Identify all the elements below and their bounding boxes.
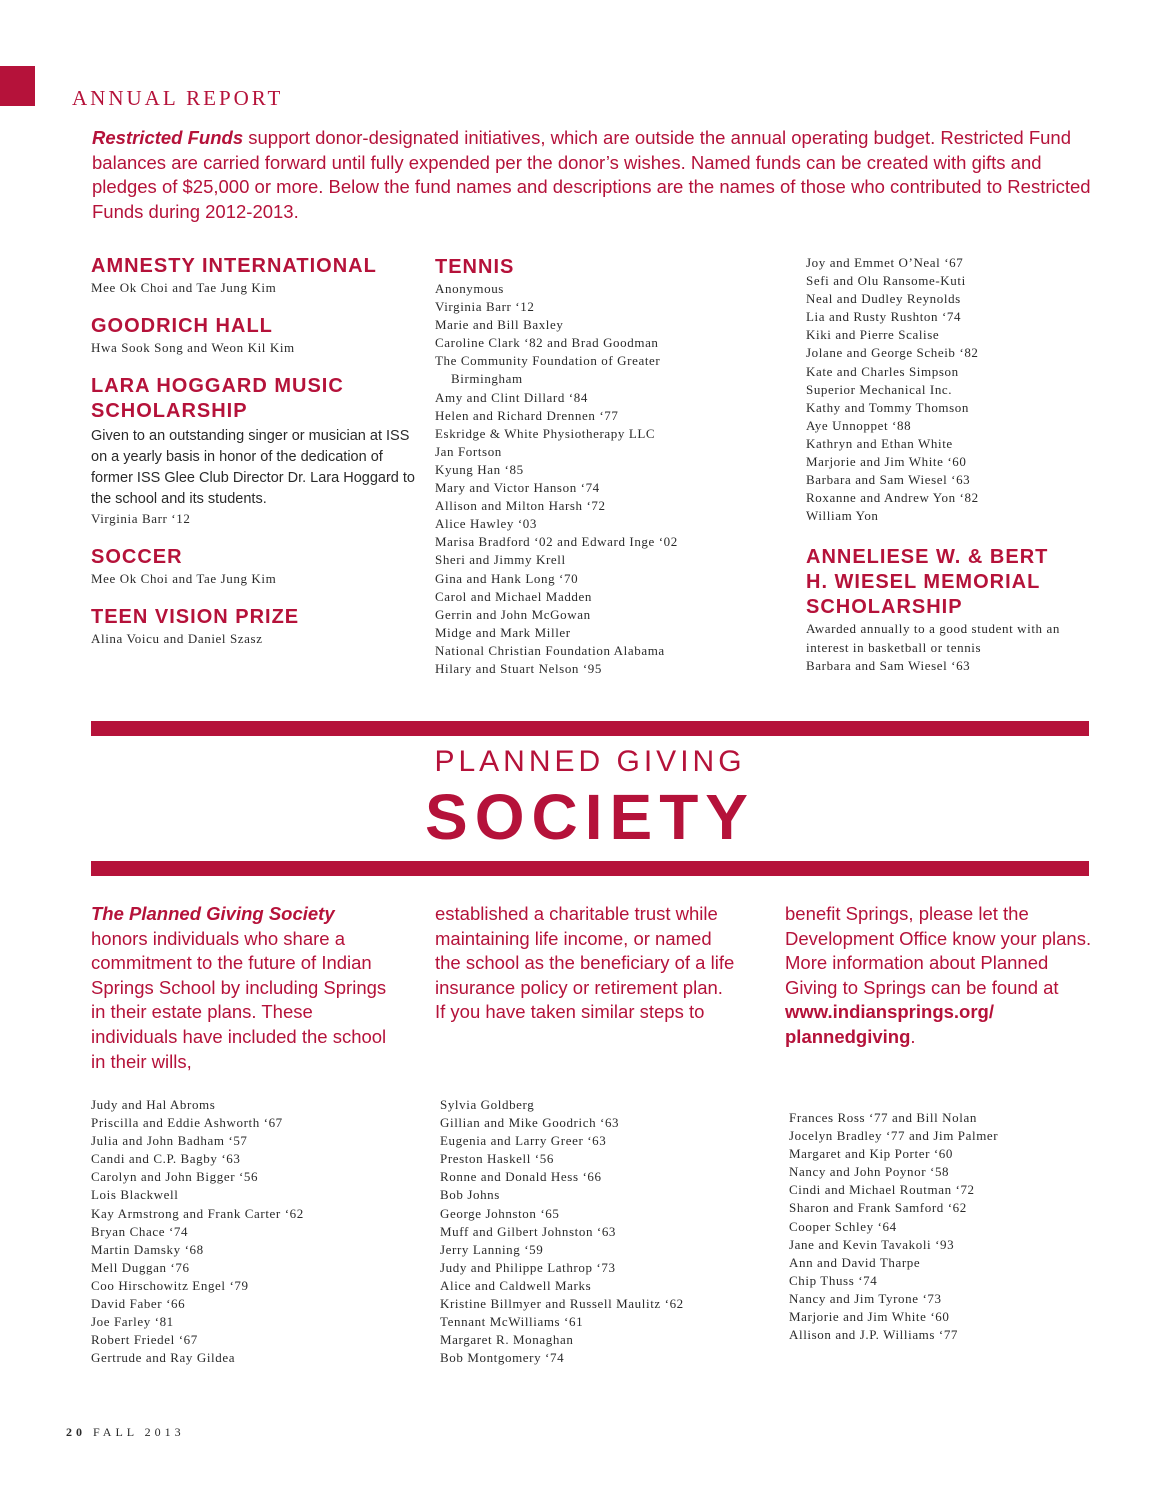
member-name: Nancy and Jim Tyrone ‘73	[789, 1290, 942, 1306]
fund-title	[806, 545, 1106, 620]
member-name: Cindi and Michael Routman ‘72	[789, 1182, 975, 1198]
fund-title: SOCCER	[91, 546, 183, 569]
member-name: Priscilla and Eddie Ashworth ‘67	[91, 1115, 283, 1131]
tennis-donor-list-continued	[806, 254, 1106, 525]
planned-giving-members-col3	[789, 1109, 1109, 1344]
member-name: Gertrude and Ray Gildea	[91, 1350, 236, 1366]
donor-name: Barbara and Sam Wiesel ‘63	[806, 657, 971, 673]
fund-title	[91, 374, 421, 424]
donor-name: Gerrin and John McGowan	[435, 606, 591, 622]
planned-giving-lead: The Planned Giving Society	[91, 903, 335, 924]
intro-lead: Restricted Funds	[92, 127, 244, 148]
member-name: Frances Ross ‘77 and Bill Nolan	[789, 1110, 977, 1125]
funds-column-3	[806, 254, 1106, 675]
member-name: Jerry Lanning ‘59	[440, 1241, 544, 1257]
divider-rule-bottom	[91, 861, 1089, 876]
divider-rule-top	[91, 721, 1089, 736]
donor-name: Mee Ok Choi and Tae Jung Kim	[91, 280, 277, 295]
donor-name: Amy and Clint Dillard ‘84	[435, 389, 588, 405]
member-name: Margaret R. Monaghan	[440, 1332, 574, 1348]
member-name: Kristine Billmyer and Russell Maulitz ‘62	[440, 1296, 684, 1312]
donor-name: Aye Unnoppet ‘88	[806, 417, 912, 433]
section-eyebrow: PLANNED GIVING	[434, 745, 746, 778]
funds-column-1	[91, 254, 421, 648]
fund-teen-vision	[91, 605, 421, 648]
member-name: Candi and C.P. Bagby ‘63	[91, 1151, 241, 1167]
member-name: Muff and Gilbert Johnston ‘63	[440, 1223, 617, 1239]
funds-column-2	[435, 255, 785, 678]
member-name: Cooper Schley ‘64	[789, 1218, 897, 1234]
member-name: Lois Blackwell	[91, 1187, 179, 1203]
member-name: Tennant McWilliams ‘61	[440, 1314, 584, 1330]
member-name: Chip Thuss ‘74	[789, 1272, 878, 1288]
donor-name: Jan Fortson	[435, 443, 502, 459]
member-name: Alice and Caldwell Marks	[440, 1277, 592, 1293]
member-name: Nancy and John Poynor ‘58	[789, 1164, 950, 1180]
member-name: Judy and Hal Abroms	[91, 1097, 216, 1112]
member-name: Martin Damsky ‘68	[91, 1241, 204, 1257]
planned-giving-text-col1	[91, 902, 403, 1074]
donor-name-continued: Birmingham	[451, 371, 523, 387]
member-name: Julia and John Badham ‘57	[91, 1133, 248, 1149]
member-name: Mell Duggan ‘76	[91, 1259, 190, 1275]
fund-title-line: H. WIESEL MEMORIAL	[806, 571, 1041, 594]
donor-name: Helen and Richard Drennen ‘77	[435, 407, 619, 423]
member-name: Judy and Philippe Lathrop ‘73	[440, 1259, 616, 1275]
page-number: 20	[66, 1425, 86, 1439]
donor-name: Barbara and Sam Wiesel ‘63	[806, 472, 971, 488]
donor-name: Midge and Mark Miller	[435, 624, 571, 640]
fund-title: AMNESTY INTERNATIONAL	[91, 255, 377, 277]
donor-name: Allison and Milton Harsh ‘72	[435, 498, 606, 514]
planned-giving-body: benefit Springs, please let the Development Office know your plans. More information about Planned Giving to Springs can be found at	[785, 903, 1092, 998]
member-name: Joe Farley ‘81	[91, 1314, 174, 1330]
fund-wiesel	[806, 545, 1106, 674]
fund-description: interest in basketball or tennis	[806, 639, 982, 655]
tennis-donor-list	[435, 389, 785, 679]
fund-hoggard	[91, 374, 421, 528]
donor-name: The Community Foundation of Greater	[435, 353, 661, 369]
donor-name: Joy and Emmet O’Neal ‘67	[806, 255, 964, 270]
planned-giving-text-col3	[785, 902, 1105, 1050]
donor-name: Marie and Bill Baxley	[435, 317, 564, 333]
fund-title: GOODRICH HALL	[91, 315, 273, 338]
planned-giving-link[interactable]: www.indiansprings.org/ plannedgiving	[785, 1001, 994, 1047]
donor-name: Eskridge & White Physiotherapy LLC	[435, 425, 656, 441]
member-name: George Johnston ‘65	[440, 1205, 560, 1221]
member-name: Robert Friedel ‘67	[91, 1332, 198, 1348]
member-name: Jocelyn Bradley ‘77 and Jim Palmer	[789, 1128, 999, 1144]
donor-name: Mary and Victor Hanson ‘74	[435, 480, 600, 496]
donor-name: Alice Hawley ‘03	[435, 516, 538, 532]
donor-name: Kathryn and Ethan White	[806, 435, 953, 451]
fund-title: TENNIS	[435, 256, 515, 278]
member-name: Coo Hirschowitz Engel ‘79	[91, 1277, 249, 1293]
intro-paragraph	[92, 126, 1092, 224]
fund-goodrich	[91, 314, 421, 357]
member-name: Jane and Kevin Tavakoli ‘93	[789, 1236, 955, 1252]
member-name: Sylvia Goldberg	[440, 1097, 535, 1112]
fund-title-line: LARA HOGGARD MUSIC	[91, 375, 344, 398]
donor-name: Neal and Dudley Reynolds	[806, 291, 961, 307]
page-header: ANNUAL REPORT	[72, 86, 284, 111]
member-name: Eugenia and Larry Greer ‘63	[440, 1133, 607, 1149]
member-name: Kay Armstrong and Frank Carter ‘62	[91, 1205, 304, 1221]
fund-amnesty	[91, 254, 421, 297]
member-name: David Faber ‘66	[91, 1296, 186, 1312]
donor-name: Kyung Han ‘85	[435, 461, 524, 477]
donor-name: Carol and Michael Madden	[435, 588, 592, 604]
donor-name: Jolane and George Scheib ‘82	[806, 345, 979, 361]
donor-name: Gina and Hank Long ‘70	[435, 570, 579, 586]
tennis-donor-list	[435, 280, 785, 370]
donor-name: Lia and Rusty Rushton ‘74	[806, 309, 962, 325]
donor-name: Roxanne and Andrew Yon ‘82	[806, 490, 979, 506]
donor-name: Kate and Charles Simpson	[806, 363, 959, 379]
fund-title: TEEN VISION PRIZE	[91, 606, 300, 629]
page-footer	[66, 1425, 185, 1440]
donor-name: William Yon	[806, 508, 879, 524]
intro-body: support donor-designated initiatives, which are outside the annual operating budget. Restricted Fund balances are carried forward until fully expended per the donor’s wishes. Named funds can be created with gifts and pledges of $25,000 or more. Below the fund names and descriptions are the names of those who contributed to Restricted Funds during 2012-2013.	[92, 127, 1091, 222]
planned-giving-period: .	[910, 1025, 916, 1047]
donor-name: National Christian Foundation Alabama	[435, 642, 665, 658]
planned-giving-body: honors individuals who share a commitment to the future of Indian Springs School by including Springs in their estate plans. These individuals have included the school in their wills,	[91, 927, 387, 1072]
member-name: Gillian and Mike Goodrich ‘63	[440, 1115, 620, 1131]
donor-name: Superior Mechanical Inc.	[806, 381, 953, 397]
fund-description: Given to an outstanding singer or musician at ISS on a yearly basis in honor of the dedication of former ISS Glee Club Director Dr. Lara Hoggard to the school and its students.	[91, 428, 415, 508]
donor-name: Marisa Bradford ‘02 and Edward Inge ‘02	[435, 534, 678, 550]
planned-giving-members-col2	[440, 1096, 780, 1367]
planned-giving-members-col1	[91, 1096, 421, 1367]
donor-name: Hwa Sook Song and Weon Kil Kim	[91, 340, 295, 356]
donor-name: Hilary and Stuart Nelson ‘95	[435, 660, 602, 676]
donor-name: Sheri and Jimmy Krell	[435, 552, 566, 568]
member-name: Allison and J.P. Williams ‘77	[789, 1327, 959, 1343]
donor-name: Kathy and Tommy Thomson	[806, 399, 969, 415]
fund-description: Awarded annually to a good student with an	[806, 621, 1060, 637]
donor-name: Kiki and Pierre Scalise	[806, 327, 940, 343]
donor-name: Caroline Clark ‘82 and Brad Goodman	[435, 335, 659, 351]
member-name: Sharon and Frank Samford ‘62	[789, 1200, 967, 1216]
fund-title-line: SCHOLARSHIP	[806, 596, 963, 619]
member-name: Marjorie and Jim White ‘60	[789, 1309, 950, 1325]
planned-giving-body: established a charitable trust while maintaining life income, or named the school as the beneficiary of a life insurance policy or retirement plan. If you have taken similar steps to	[435, 903, 735, 1023]
member-name: Preston Haskell ‘56	[440, 1151, 554, 1167]
member-name: Ann and David Tharpe	[789, 1254, 921, 1270]
donor-name: Anonymous	[435, 281, 504, 296]
donor-name: Mee Ok Choi and Tae Jung Kim	[91, 571, 277, 587]
planned-giving-text-col2	[435, 902, 735, 1025]
member-name: Bob Montgomery ‘74	[440, 1350, 565, 1366]
section-title: SOCIETY	[425, 781, 755, 853]
donor-name: Virginia Barr ‘12	[91, 511, 191, 527]
donor-name: Alina Voicu and Daniel Szasz	[91, 631, 263, 647]
corner-tab	[0, 66, 35, 106]
issue-label: FALL 2013	[93, 1425, 185, 1439]
member-name: Bob Johns	[440, 1187, 500, 1203]
fund-title-line: ANNELIESE W. & BERT	[806, 546, 1049, 569]
donor-name: Marjorie and Jim White ‘60	[806, 454, 967, 470]
member-name: Carolyn and John Bigger ‘56	[91, 1169, 259, 1185]
member-name: Margaret and Kip Porter ‘60	[789, 1146, 953, 1162]
fund-title-line: SCHOLARSHIP	[91, 400, 248, 423]
member-name: Bryan Chace ‘74	[91, 1223, 189, 1239]
member-name: Ronne and Donald Hess ‘66	[440, 1169, 602, 1185]
donor-name: Virginia Barr ‘12	[435, 299, 535, 315]
fund-soccer	[91, 545, 421, 588]
donor-name: Sefi and Olu Ransome-Kuti	[806, 273, 966, 289]
